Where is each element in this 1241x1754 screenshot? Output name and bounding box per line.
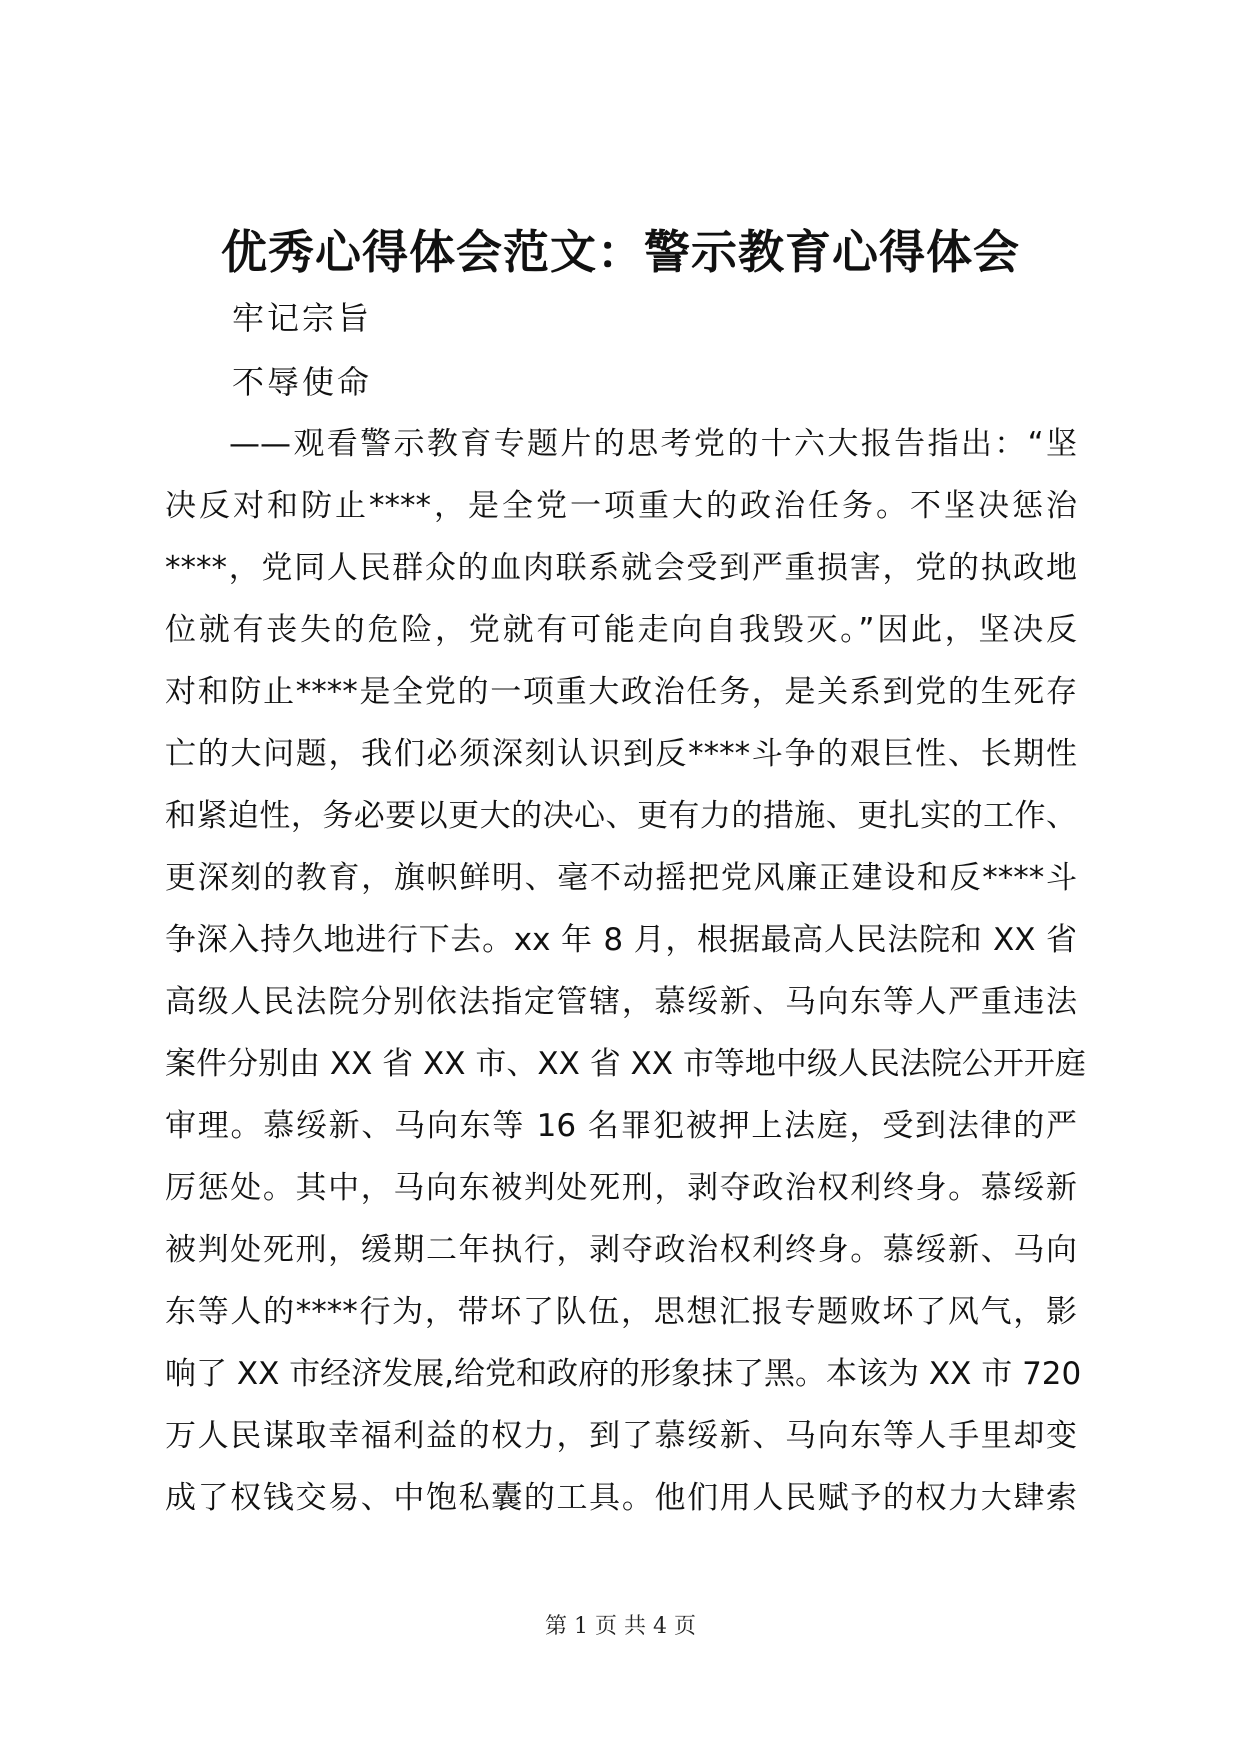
body-line: 更深刻的教育，旗帜鲜明、毫不动摇把党风廉正建设和反****斗 xyxy=(165,860,1077,896)
subtitle-line-1: 牢记宗旨 xyxy=(232,299,373,337)
body-line: 案件分别由 XX 省 XX 市、XX 省 XX 市等地中级人民法院公开开庭 xyxy=(165,1046,1086,1082)
body-line: ****，党同人民群众的血肉联系就会受到严重损害，党的执政地 xyxy=(165,550,1077,586)
subtitle-line-2: 不辱使命 xyxy=(232,363,373,401)
document-title: 优秀心得体会范文：警示教育心得体会 xyxy=(221,225,1020,279)
body-line: 高级人民法院分别依法指定管辖，慕绥新、马向东等人严重违法 xyxy=(165,984,1077,1020)
body-line: 成了权钱交易、中饱私囊的工具。他们用人民赋予的权力大肆索 xyxy=(165,1480,1077,1516)
body-line: 东等人的****行为，带坏了队伍，思想汇报专题败坏了风气，影 xyxy=(165,1294,1077,1330)
body-text xyxy=(165,424,1086,1540)
page-footer: 第 1 页 共 4 页 xyxy=(545,1614,696,1639)
body-line: 争深入持久地进行下去。xx 年 8 月，根据最高人民法院和 XX 省 xyxy=(165,922,1077,958)
body-line: 厉惩处。其中，马向东被判处死刑，剥夺政治权利终身。慕绥新 xyxy=(165,1170,1077,1206)
body-line: 被判处死刑，缓期二年执行，剥夺政治权利终身。慕绥新、马向 xyxy=(165,1232,1077,1268)
body-line: 审理。慕绥新、马向东等 16 名罪犯被押上法庭，受到法律的严 xyxy=(165,1108,1077,1144)
body-line: 亡的大问题，我们必须深刻认识到反****斗争的艰巨性、长期性 xyxy=(165,736,1077,772)
body-line: 和紧迫性，务必要以更大的决心、更有力的措施、更扎实的工作、 xyxy=(165,798,1077,834)
body-line: ——观看警示教育专题片的思考党的十六大报告指出：“坚 xyxy=(229,426,1077,462)
body-line: 位就有丧失的危险，党就有可能走向自我毁灭。”因此，坚决反 xyxy=(165,612,1077,648)
body-line: 决反对和防止****，是全党一项重大的政治任务。不坚决惩治 xyxy=(165,488,1077,524)
body-line: 对和防止****是全党的一项重大政治任务，是关系到党的生死存 xyxy=(165,674,1077,710)
body-line: 响了 XX 市经济发展,给党和政府的形象抹了黑。本该为 XX 市 720 xyxy=(165,1356,1082,1392)
body-line: 万人民谋取幸福利益的权力，到了慕绥新、马向东等人手里却变 xyxy=(165,1418,1077,1454)
